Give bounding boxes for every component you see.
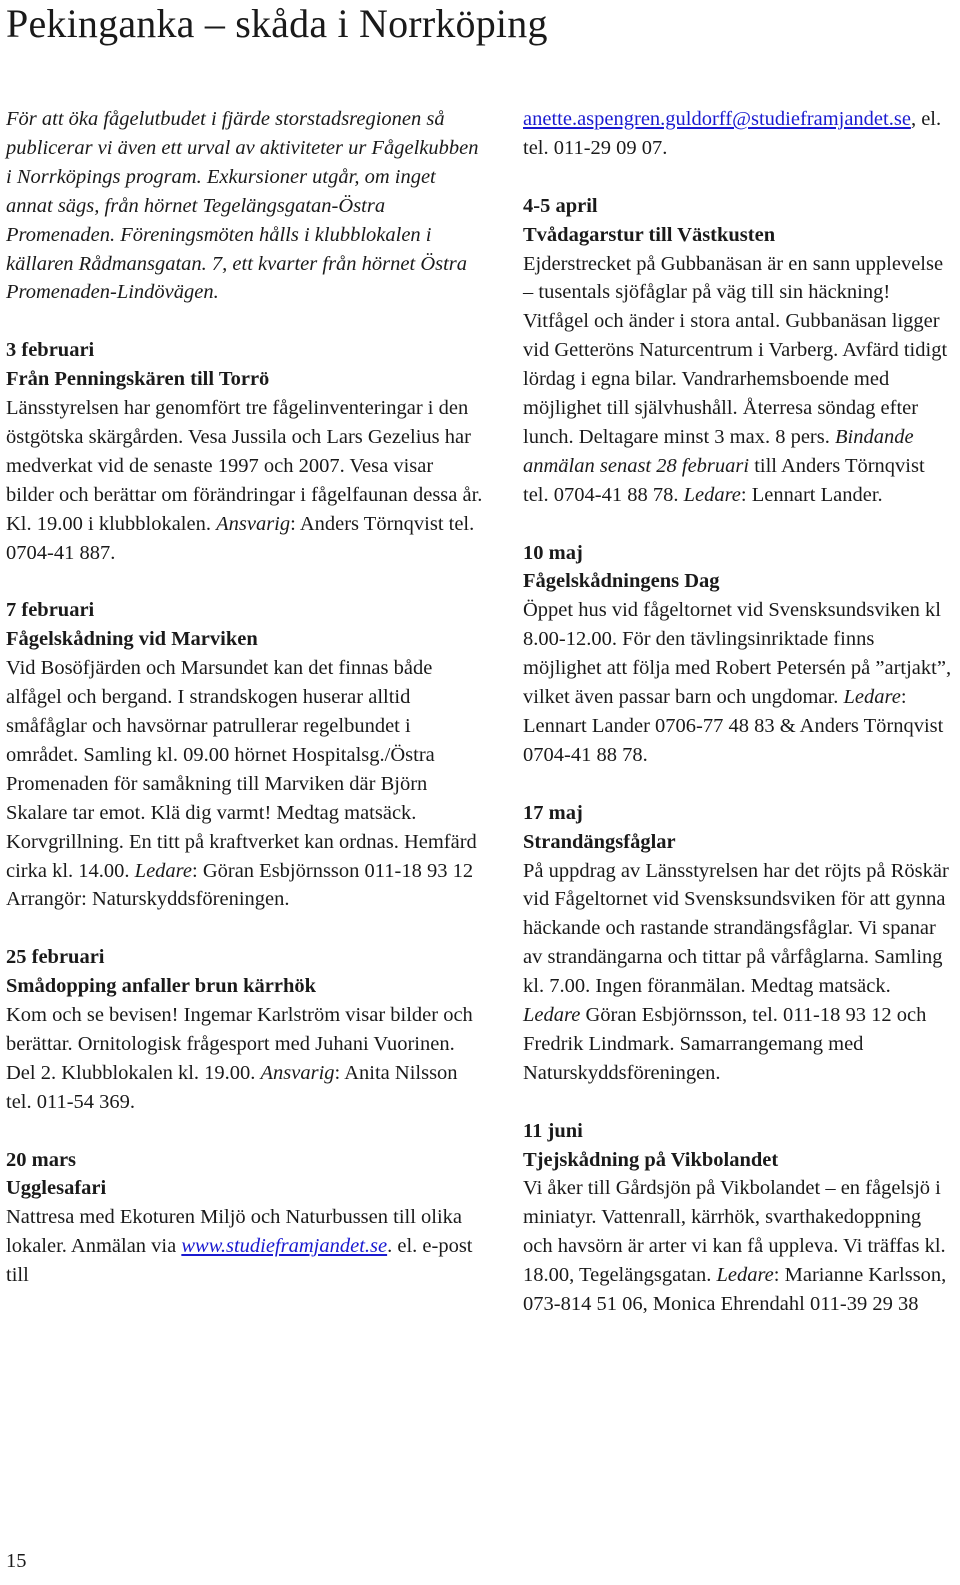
email-link[interactable]: anette.aspengren.guldorff@studieframjandet.se — [523, 108, 911, 130]
event-body — [523, 596, 953, 769]
event-body — [6, 394, 484, 567]
event-description: Vi åker till Gårdsjön på Vikbolandet – en fågelsjö i miniatyr. Vattenrall, kärrhök, svarthakedoppning och havsörn är arter vi kan få uppleva. Vi träffas kl. 18.00, Tegelängsgatan. — [523, 1177, 946, 1287]
event-date: 17 maj — [523, 801, 583, 824]
event-description: Vid Bosöfjärden och Marsundet kan det finnas både alfågel och bergand. I strandskogen huserar alltid småfåglar och havsörnar patrullerar regelbundet i området. Samling kl. 09.00 hörnet Hospitalsg./Östra Promenaden för samåkning till Marviken där Björn Skalare tar emot. Klä dig varmt! Medtag matsäck. Korvgrillning. En titt på kraftverket kan ordnas. Hemfärd cirka kl. 14.00. — [6, 657, 477, 882]
event-body — [523, 250, 953, 510]
page-number: 15 — [6, 1550, 27, 1572]
event-description: På uppdrag av Länsstyrelsen har det röjts på Röskär vid Fågeltornet vid Svensksundsviken för att gynna häckande och rastande strandängsfåglar. Vi spanar av strandängarna och tittar på vårfåglarna. Samling kl. 7.00. Ingen föranmälan. Medtag matsäck. — [523, 859, 949, 998]
event-3-februari — [6, 336, 484, 567]
event-body — [6, 654, 484, 914]
email-line — [523, 105, 953, 163]
event-description: Länsstyrelsen har genomfört tre fågelinventeringar i den östgötska skärgården. Vesa Jussila och Lars Gezelius har medverkat vid de senaste 1997 och 2007. Vesa visar bilder och berättar om förändringar i fågelfaunan dessa år. Kl. 19.00 i klubblokalen. — [6, 397, 483, 535]
event-title: Smådopping anfaller brun kärrhök — [6, 975, 317, 998]
event-role: Ansvarig — [260, 1061, 335, 1084]
event-20-mars — [6, 1146, 484, 1291]
event-role: Ledare — [716, 1264, 774, 1287]
event-title: Från Penningskären till Torrö — [6, 368, 270, 391]
event-contact: : Anita Nilsson tel. 011-54 369. — [6, 1061, 458, 1113]
event-contact: : Lennart Lander 0706-77 48 83 & Anders Törnqvist 0704-41 88 78. — [523, 686, 944, 766]
event-date: 25 februari — [6, 946, 105, 969]
event-body — [523, 1174, 953, 1319]
event-role: Ledare — [523, 1004, 581, 1027]
event-contact: Göran Esbjörnsson, tel. 011-18 93 12 och Fredrik Lindmark. Samarrangemang med Naturskyddsföreningen. — [523, 1004, 927, 1084]
event-7-februari — [6, 596, 484, 914]
event-date: 10 maj — [523, 541, 583, 564]
event-after-link: . el. e-post till — [6, 1235, 473, 1287]
event-contact: : Lennart Lander. — [740, 483, 883, 506]
event-date: 7 februari — [6, 599, 95, 622]
intro-paragraph: För att öka fågelutbudet i fjärde storstadsregionen så publicerar vi även ett urval av aktiviteter ur Fågelkubben i Norrköpings program. Exkursioner utgår, om inget annat sägs, från hörnet Tegelängsgatan-Östra Promenaden. Föreningsmöten hålls i klubblokalen i källaren Rådmansgatan. 7, ett kvarter från hörnet Östra Promenaden-Lindövägen. — [6, 108, 479, 304]
event-25-februari — [6, 943, 484, 1116]
event-title: Fågelskådningens Dag — [523, 570, 720, 593]
event-description: Ejderstrecket på Gubbanäsan är en sann upplevelse – tusentals sjöfåglar på väg till sin häckning! Vitfågel och änder i stora antal. Gubbanäsan ligger vid Getteröns Naturcentrum i Varberg. Avfärd tidigt lördag i egna bilar. Vandrarhemsboende med möjlighet till självhushåll. Återresa söndag efter lunch. Deltagare minst 3 max. 8 pers. — [523, 252, 948, 448]
event-title: Tvådagarstur till Västkusten — [523, 223, 776, 246]
event-10-maj — [523, 539, 953, 770]
event-after-deadline: till Anders Törnqvist tel. 0704-41 88 78. — [523, 454, 925, 506]
event-date: 11 juni — [523, 1119, 583, 1142]
event-title: Strandängsfåglar — [523, 830, 676, 853]
event-role: Ledare — [134, 859, 192, 882]
event-title: Fågelskådning vid Marviken — [6, 628, 258, 651]
event-11-juni — [523, 1117, 953, 1319]
event-title: Tjejskådning på Vikbolandet — [523, 1148, 779, 1171]
event-description: Nattresa med Ekoturen Miljö och Naturbussen till olika lokaler. Anmälan via — [6, 1206, 463, 1258]
right-column — [523, 105, 953, 1319]
event-contact: : Göran Esbjörnsson 011-18 93 12 Arrangör: Naturskyddsföreningen. — [6, 859, 474, 911]
event-title: Ugglesafari — [6, 1177, 107, 1200]
event-body — [6, 1001, 484, 1117]
event-contact: : Marianne Karlsson, 073-814 51 06, Monica Ehrendahl 011-39 29 38 — [523, 1264, 947, 1316]
event-body — [523, 857, 953, 1088]
event-role: Ledare — [683, 483, 741, 506]
event-date: 20 mars — [6, 1148, 77, 1171]
page-title: Pekinganka – skåda i Norrköping — [6, 1, 548, 46]
event-date: 4-5 april — [523, 194, 598, 217]
event-role: Ledare — [843, 686, 901, 709]
event-body — [6, 1203, 484, 1290]
event-role: Ansvarig — [216, 512, 291, 535]
event-contact: : Anders Törnqvist tel. 0704-41 887. — [6, 512, 475, 564]
email-after: , el. tel. 011-29 09 07. — [523, 108, 942, 159]
event-description: Öppet hus vid fågeltornet vid Svensksundsviken kl 8.00-12.00. För den tävlingsinriktade finns möjlighet att följa med Robert Petersén på ”artjakt”, vilket även passar barn och ungdomar. — [523, 599, 952, 709]
studieframjandet-link[interactable]: www.studieframjandet.se — [181, 1235, 388, 1258]
event-17-maj — [523, 799, 953, 1088]
event-4-5-april — [523, 192, 953, 510]
left-column — [6, 105, 484, 1290]
event-deadline: Bindande anmälan senast 28 februari — [523, 425, 914, 477]
event-date: 3 februari — [6, 339, 95, 362]
event-description: Kom och se bevisen! Ingemar Karlström visar bilder och berättar. Ornitologisk frågesport med Juhani Vuorinen. Del 2. Klubblokalen kl. 19.00. — [6, 1004, 473, 1084]
